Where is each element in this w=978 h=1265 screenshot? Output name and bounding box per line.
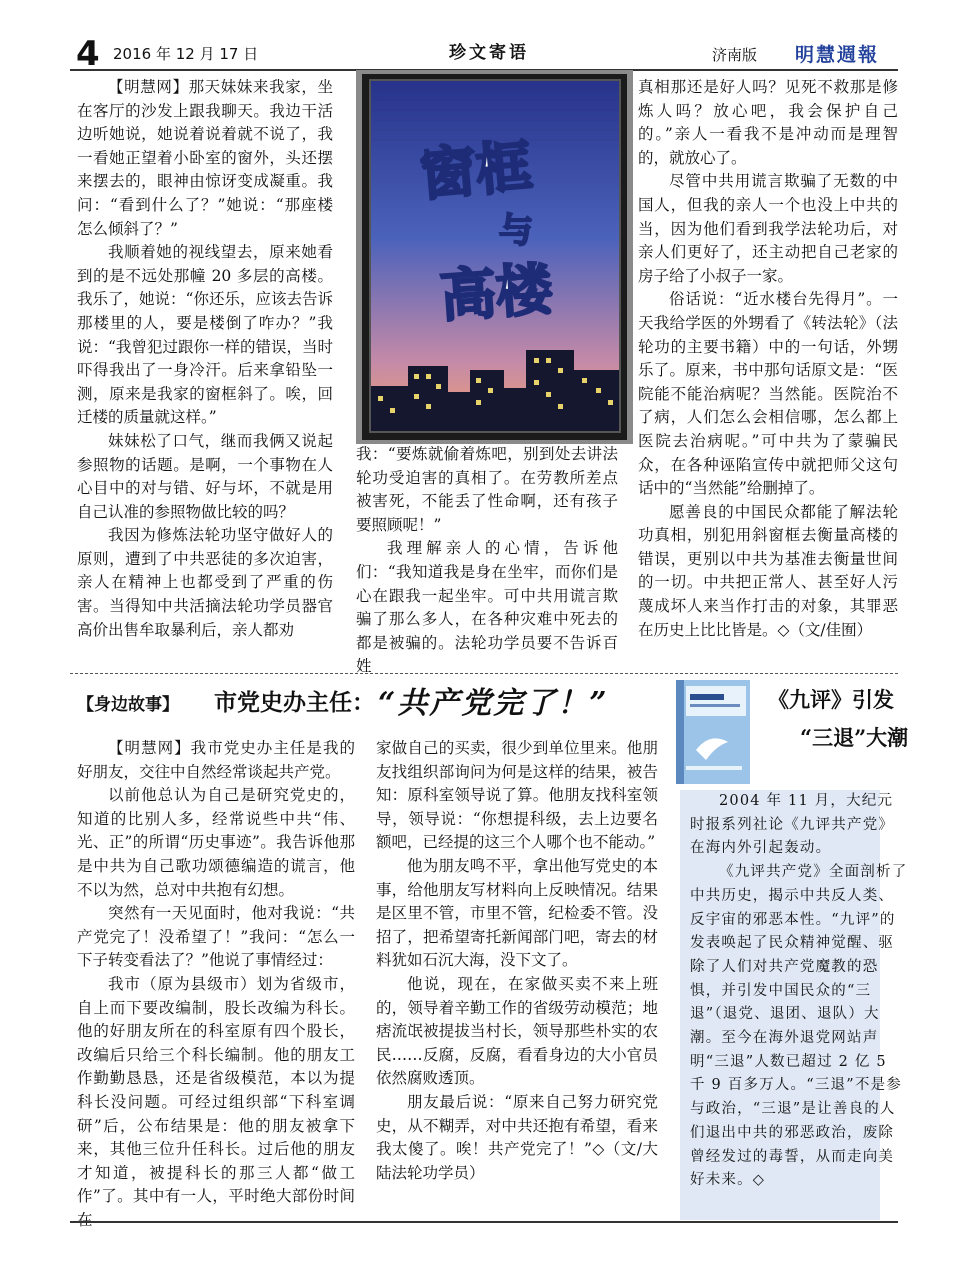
paragraph: 他说，现在，在家做买卖不来上班的，领导着辛勤工作的省级劳动模范；地痞流氓被提拔当村长，领导那些朴实的农民……反腐，反腐，看看身边的大小官员依然腐败透顶。 bbox=[376, 974, 658, 1088]
paragraph: 他为朋友鸣不平，拿出他写党史的本事，给他朋友写材料向上反映情况。结果是区里不管，市里不管，纪检委不管。没招了，把希望寄托新闻部门吧，寄去的材料犹如石沉大海，没下文了。 bbox=[376, 856, 658, 970]
paragraph: 朋友最后说：“原来自己努力研究党史，从不糊弄，对中共还抱有希望，看来我太傻了。唉！共产党完了！”◇（文/大陆法轮功学员） bbox=[376, 1092, 658, 1182]
newspaper-name: 明慧週報 bbox=[795, 44, 880, 66]
paragraph: 家做自己的买卖，很少到单位里来。他朋友找组织部询问为何是这样的结果，被告知：原科室领导说了算。他朋友找科室领导，领导说：“你想提科级，去上边要名额吧，已经提的这三个人哪个也不能动。” bbox=[376, 739, 658, 852]
art-title-line1: 窗框 bbox=[417, 134, 535, 209]
story2-column-2 bbox=[376, 737, 658, 1185]
sidebar-text bbox=[690, 790, 908, 1193]
paragraph: 突然有一天见面时，他对我说：“共产党完了！没希望了！”我问：“怎么一下子转变看法了？”他说了事情经过： bbox=[77, 904, 355, 970]
paragraph: 我市（原为县级市）划为省级市，自上而下要改编制，股长改编为科长。他的好朋友所在的科室原有四个股长，改编后只给三个科长编制。他的朋友工作勤勤恳恳，还是省级模范，本以为提科长没问题。可经过组织部“下科室调研”后，公布结果是：他的朋友被拿下来，其他三位升任科长。过后他的朋友才知道，被提科长的那三人都“做工作”了。其中有一人，平时绝大部份时间在 bbox=[77, 974, 355, 1229]
issue-date: 2016 年 12 月 17 日 bbox=[113, 45, 259, 63]
edition-label: 济南版 bbox=[712, 46, 758, 64]
story2-title: 市党史办主任： bbox=[214, 690, 375, 716]
paragraph: 【明慧网】那天妹妹来我家，坐在客厅的沙发上跟我聊天。我边干活边听她说，她说着说着就不说了，我一看她正望着小卧室的窗外，头还摆来摆去的，眼神由惊讶变成凝重。我问：“看到什么了？”她说：“那座楼怎么倾斜了？” bbox=[77, 78, 333, 238]
window-and-building-illustration bbox=[356, 70, 633, 444]
story2-column-1 bbox=[77, 737, 355, 1232]
bottom-rule bbox=[70, 1221, 898, 1223]
paragraph: 我理解亲人的心情，告诉他们：“我知道我是身在坐牢，而你们是心在跟我一起坐牢。可中共用谎言欺骗了那么多人，在各种灾难中死去的都是被骗的。法轮功学员要不告诉百姓 bbox=[356, 539, 618, 676]
art-title-mid: 与 bbox=[499, 211, 533, 251]
paragraph: 我顺着她的视线望去，原来她看到的是不远处那幢 20 多层的高楼。我乐了，她说：“你还乐，应该去告诉那楼里的人，要是楼倒了咋办？”我说：“我曾犯过跟你一样的错误，当时吓得我出了一身冷汗。后来拿铅坠一测，原来是我家的窗框斜了。唉，回迁楼的质量就这样。” bbox=[77, 243, 333, 427]
paragraph: 《九评共产党》全面剖析了中共历史，揭示中共反人类、反宇宙的邪恶本性。“九评”的发表唤起了民众精神觉醒、驱除了人们对共产党魔教的恐惧，并引发中国民众的“三退”（退党、退团、退队）大潮。至今在海外退党网站声明“三退”人数已超过 2 亿 5 千 9 百多万人。“三退”不是参与政治，“三退”是让善良的人们退出中共的邪恶政治，废除曾经发过的毒誓，从而走向美好未来。◇ bbox=[690, 864, 908, 1189]
section-title: 珍文寄语 bbox=[449, 43, 529, 63]
paragraph: 以前他总认为自己是研究党史的，知道的比别人多，经常说些中共“伟、光、正”的所谓“历史事迹”。我告诉他那是中共为自己歌功颂德编造的谎言，他不以为然，总对中共抱有幻想。 bbox=[77, 786, 355, 899]
paragraph: 俗话说：“近水楼台先得月”。一天我给学医的外甥看了《转法轮》（法轮功的主要书籍）中的一句话，外甥乐了。原来，书中那句话原文是：“医院能不能治病呢？当然能。医院治不了病，人们怎么会相信哪，怎么都上医院去治病呢。”可中共为了蒙骗民众，在各种诬陷宣传中就把师父这句话中的“当然能”给删掉了。 bbox=[638, 290, 898, 498]
paragraph: 真相那还是好人吗？见死不救那是修炼人吗？放心吧，我会保护自己的。”亲人一看我不是冲动而是理智的，就放心了。 bbox=[638, 78, 898, 167]
paragraph: 愿善良的中国民众都能了解法轮功真相，别犯用斜窗框去衡量高楼的错误，更别以中共为基准去衡量世间的一切。中共把正常人、甚至好人污蔑成坏人来当作打击的对象，其罪恶在历史上比比皆是。◇（文/佳囿） bbox=[638, 502, 898, 639]
story1-column-1 bbox=[77, 76, 333, 642]
story-divider bbox=[70, 673, 898, 674]
story2-quote-title: “共产党完了！” bbox=[378, 686, 609, 721]
paragraph: 我因为修炼法轮功坚守做好人的原则，遭到了中共恶徒的多次迫害，亲人在精神上也都受到了严重的伤害。当得知中共活摘法轮功学员器官高价出售牟取暴利后，亲人都劝 bbox=[77, 526, 333, 639]
paragraph: 尽管中共用谎言欺骗了无数的中国人，但我的亲人一个也没上中共的当，因为他们看到我学法轮功后，对亲人们更好了，还主动把自己老家的房子给了小叔子一家。 bbox=[638, 172, 898, 285]
story2-tag: 【身边故事】 bbox=[77, 695, 179, 715]
art-title-line2: 高楼 bbox=[438, 257, 555, 330]
story1-column-3 bbox=[638, 76, 898, 642]
book-cover-icon bbox=[676, 680, 750, 784]
sidebar-title-line1: 《九评》引发 bbox=[768, 687, 894, 712]
paragraph: 我：“要炼就偷着炼吧，别到处去讲法轮功受迫害的真相了。在劳教所差点被害死，不能丢了性命啊，还有孩子要照顾呢！” bbox=[356, 445, 618, 534]
paragraph: 2004 年 11 月，大纪元时报系列社论《九评共产党》在海内外引起轰动。 bbox=[690, 793, 895, 857]
paragraph: 【明慧网】我市党史办主任是我的好朋友，交往中自然经常谈起共产党。 bbox=[77, 739, 355, 781]
sidebar-title-line2: “三退”大潮 bbox=[800, 725, 909, 750]
paragraph: 妹妹松了口气，继而我俩又说起参照物的话题。是啊，一个事物在人心目中的对与错、好与坏，不就是用自己认准的参照物做比较的吗？ bbox=[77, 431, 333, 521]
page-number: 4 bbox=[76, 34, 100, 74]
story1-column-2 bbox=[356, 443, 618, 679]
